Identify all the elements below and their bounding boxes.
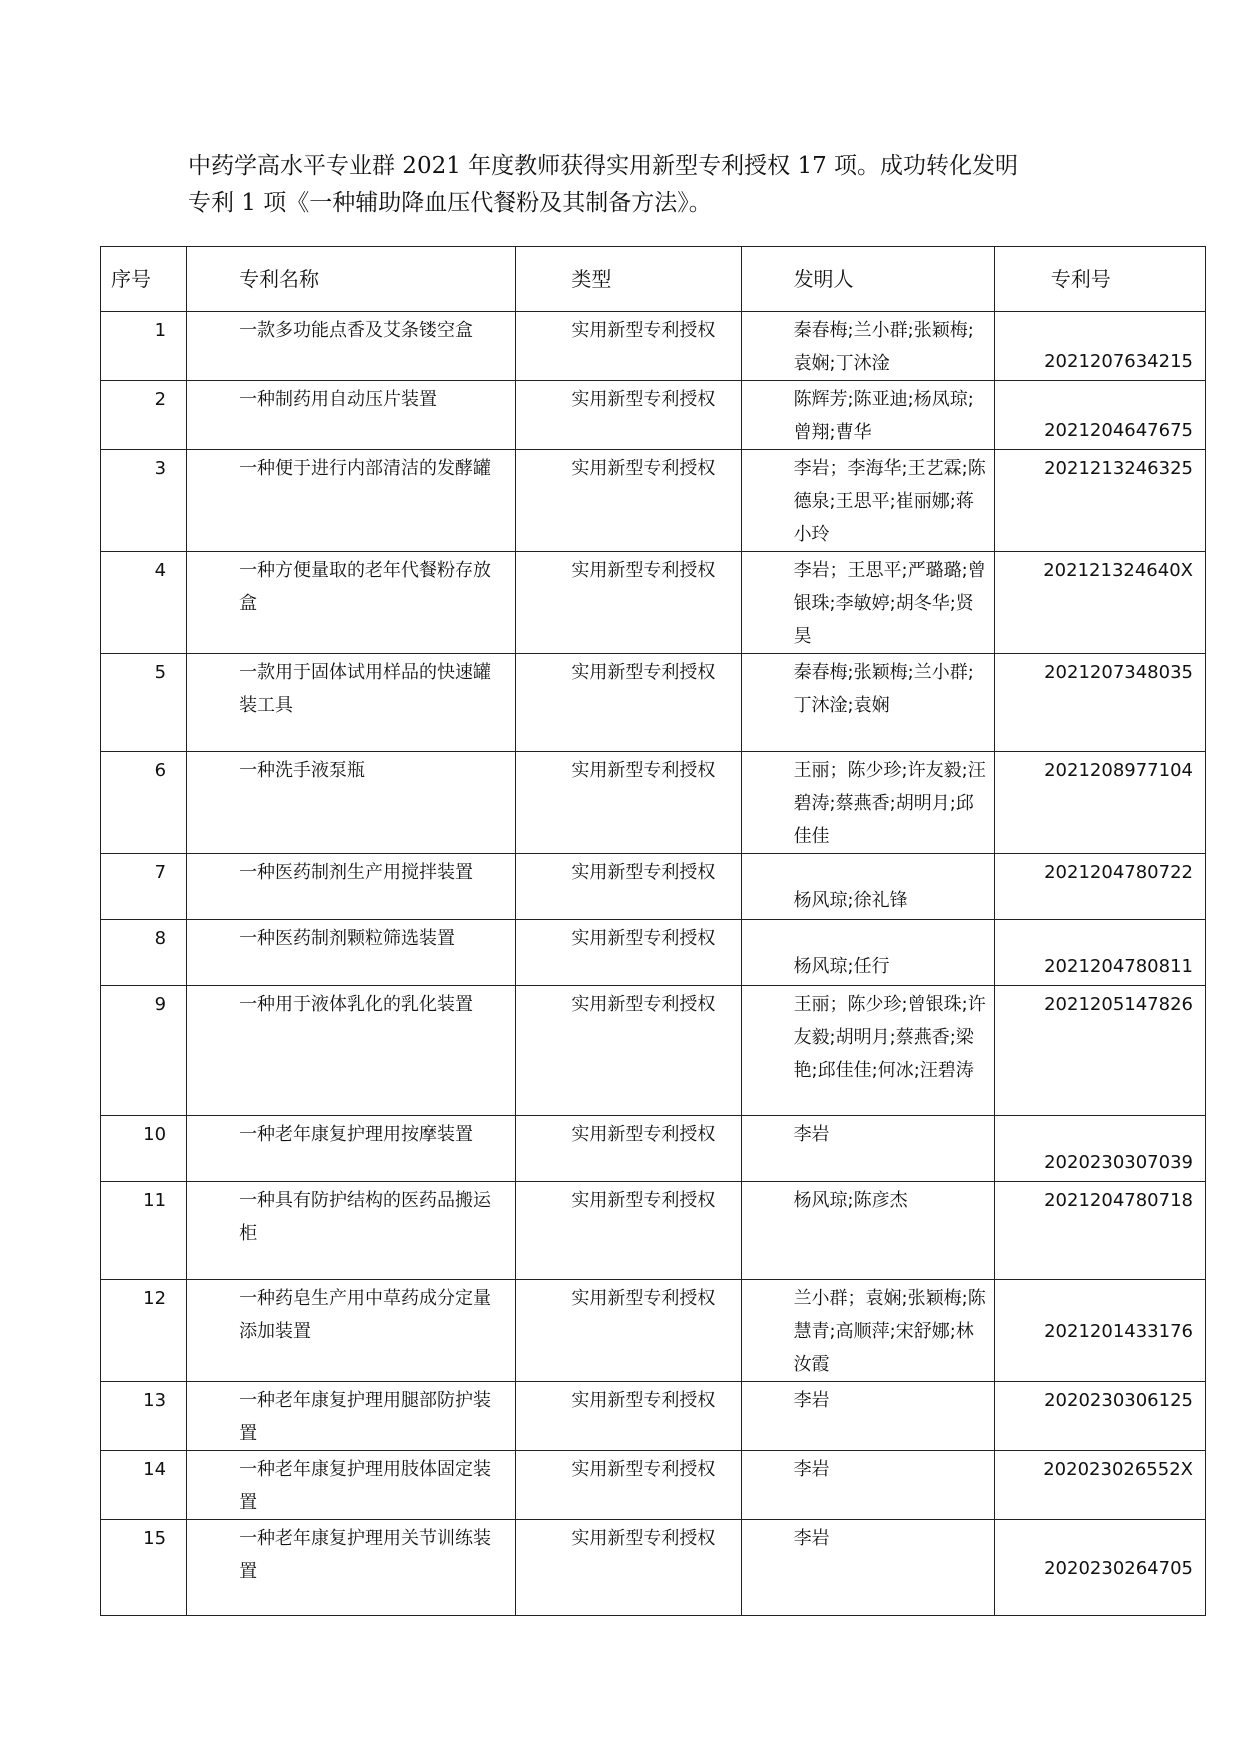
row-no: 14 <box>101 1451 187 1520</box>
patent-number: 202121324640X <box>994 552 1205 654</box>
inventors: 王丽；陈少珍;许友毅;汪碧涛;蔡燕香;胡明月;邱佳佳 <box>741 752 994 854</box>
row-no: 10 <box>101 1116 187 1182</box>
patent-name: 一种医药制剂颗粒筛选装置 <box>187 920 516 986</box>
patent-number: 2021204647675 <box>994 381 1205 450</box>
patent-type: 实用新型专利授权 <box>516 1280 741 1382</box>
inventors: 秦春梅;兰小群;张颖梅;袁娴;丁沐淦 <box>741 312 994 381</box>
inventors: 杨风琼;徐礼锋 <box>741 854 994 920</box>
patent-name: 一种老年康复护理用肢体固定装置 <box>187 1451 516 1520</box>
patent-type: 实用新型专利授权 <box>516 752 741 854</box>
patent-number: 202023026552X <box>994 1451 1205 1520</box>
header-patent-number: 专利号 <box>994 247 1205 312</box>
inventors: 李岩；李海华;王艺霖;陈德泉;王思平;崔丽娜;蒋小玲 <box>741 450 994 552</box>
row-no: 9 <box>101 986 187 1116</box>
inventors: 王丽；陈少珍;曾银珠;许友毅;胡明月;蔡燕香;梁艳;邱佳佳;何冰;汪碧涛 <box>741 986 994 1116</box>
patent-number: 2020230306125 <box>994 1382 1205 1451</box>
table-row <box>101 1451 1206 1520</box>
table-row <box>101 552 1206 654</box>
row-no: 6 <box>101 752 187 854</box>
intro-paragraph <box>188 148 1088 222</box>
row-no: 5 <box>101 654 187 752</box>
intro-line-1: 中药学高水平专业群 2021 年度教师获得实用新型专利授权 17 项。成功转化发明 <box>188 153 1019 179</box>
patent-type: 实用新型专利授权 <box>516 381 741 450</box>
patent-name: 一种老年康复护理用关节训练装置 <box>187 1520 516 1616</box>
table-row <box>101 1382 1206 1451</box>
header-type: 类型 <box>516 247 741 312</box>
patent-number: 2021207348035 <box>994 654 1205 752</box>
patent-number: 2021213246325 <box>994 450 1205 552</box>
table-row <box>101 920 1206 986</box>
table-row <box>101 752 1206 854</box>
inventors: 李岩；王思平;严璐璐;曾银珠;李敏婷;胡冬华;贤昊 <box>741 552 994 654</box>
table-row <box>101 1280 1206 1382</box>
row-no: 13 <box>101 1382 187 1451</box>
patent-type: 实用新型专利授权 <box>516 1182 741 1280</box>
patent-name: 一种具有防护结构的医药品搬运柜 <box>187 1182 516 1280</box>
intro-line-2: 专利 1 项《一种辅助降血压代餐粉及其制备方法》。 <box>188 190 712 216</box>
table-row <box>101 654 1206 752</box>
patent-name: 一种制药用自动压片装置 <box>187 381 516 450</box>
inventors: 李岩 <box>741 1451 994 1520</box>
row-no: 3 <box>101 450 187 552</box>
row-no: 8 <box>101 920 187 986</box>
row-no: 1 <box>101 312 187 381</box>
row-no: 12 <box>101 1280 187 1382</box>
inventors: 李岩 <box>741 1116 994 1182</box>
inventors: 陈辉芳;陈亚迪;杨凤琼;曾翔;曹华 <box>741 381 994 450</box>
patent-name: 一种医药制剂生产用搅拌装置 <box>187 854 516 920</box>
patent-type: 实用新型专利授权 <box>516 1382 741 1451</box>
patent-type: 实用新型专利授权 <box>516 986 741 1116</box>
patent-type: 实用新型专利授权 <box>516 920 741 986</box>
patent-name: 一种老年康复护理用腿部防护装置 <box>187 1382 516 1451</box>
inventors: 杨风琼;陈彦杰 <box>741 1182 994 1280</box>
table-row <box>101 1182 1206 1280</box>
patent-number: 2021204780722 <box>994 854 1205 920</box>
table-row <box>101 1520 1206 1616</box>
patent-type: 实用新型专利授权 <box>516 552 741 654</box>
table-row <box>101 312 1206 381</box>
row-no: 4 <box>101 552 187 654</box>
patent-name: 一种药皂生产用中草药成分定量添加装置 <box>187 1280 516 1382</box>
patent-type: 实用新型专利授权 <box>516 1451 741 1520</box>
patent-number: 2021205147826 <box>994 986 1205 1116</box>
patent-number: 2020230264705 <box>994 1520 1205 1616</box>
patent-number: 2020230307039 <box>994 1116 1205 1182</box>
header-name: 专利名称 <box>187 247 516 312</box>
patent-type: 实用新型专利授权 <box>516 450 741 552</box>
row-no: 2 <box>101 381 187 450</box>
row-no: 7 <box>101 854 187 920</box>
inventors: 兰小群；袁娴;张颖梅;陈慧青;高顺萍;宋舒娜;林汝霞 <box>741 1280 994 1382</box>
patent-table <box>100 246 1206 1616</box>
inventors: 李岩 <box>741 1520 994 1616</box>
patent-name: 一种老年康复护理用按摩装置 <box>187 1116 516 1182</box>
patent-number: 2021207634215 <box>994 312 1205 381</box>
patent-type: 实用新型专利授权 <box>516 854 741 920</box>
table-row <box>101 986 1206 1116</box>
inventors: 李岩 <box>741 1382 994 1451</box>
patent-number: 2021204780718 <box>994 1182 1205 1280</box>
row-no: 15 <box>101 1520 187 1616</box>
table-row <box>101 854 1206 920</box>
row-no: 11 <box>101 1182 187 1280</box>
patent-type: 实用新型专利授权 <box>516 1116 741 1182</box>
inventors: 秦春梅;张颖梅;兰小群;丁沐淦;袁娴 <box>741 654 994 752</box>
inventors: 杨风琼;任行 <box>741 920 994 986</box>
patent-name: 一种便于进行内部清洁的发酵罐 <box>187 450 516 552</box>
table-row <box>101 1116 1206 1182</box>
patent-name: 一种方便量取的老年代餐粉存放盒 <box>187 552 516 654</box>
patent-number: 2021201433176 <box>994 1280 1205 1382</box>
table-header-row <box>101 247 1206 312</box>
table-row <box>101 450 1206 552</box>
patent-name: 一款多功能点香及艾条镂空盒 <box>187 312 516 381</box>
patent-type: 实用新型专利授权 <box>516 654 741 752</box>
patent-number: 2021208977104 <box>994 752 1205 854</box>
table-row <box>101 381 1206 450</box>
patent-number: 2021204780811 <box>994 920 1205 986</box>
patent-type: 实用新型专利授权 <box>516 1520 741 1616</box>
header-no: 序号 <box>101 247 187 312</box>
patent-name: 一款用于固体试用样品的快速罐装工具 <box>187 654 516 752</box>
header-inventors: 发明人 <box>741 247 994 312</box>
patent-name: 一种洗手液泵瓶 <box>187 752 516 854</box>
patent-type: 实用新型专利授权 <box>516 312 741 381</box>
patent-name: 一种用于液体乳化的乳化装置 <box>187 986 516 1116</box>
